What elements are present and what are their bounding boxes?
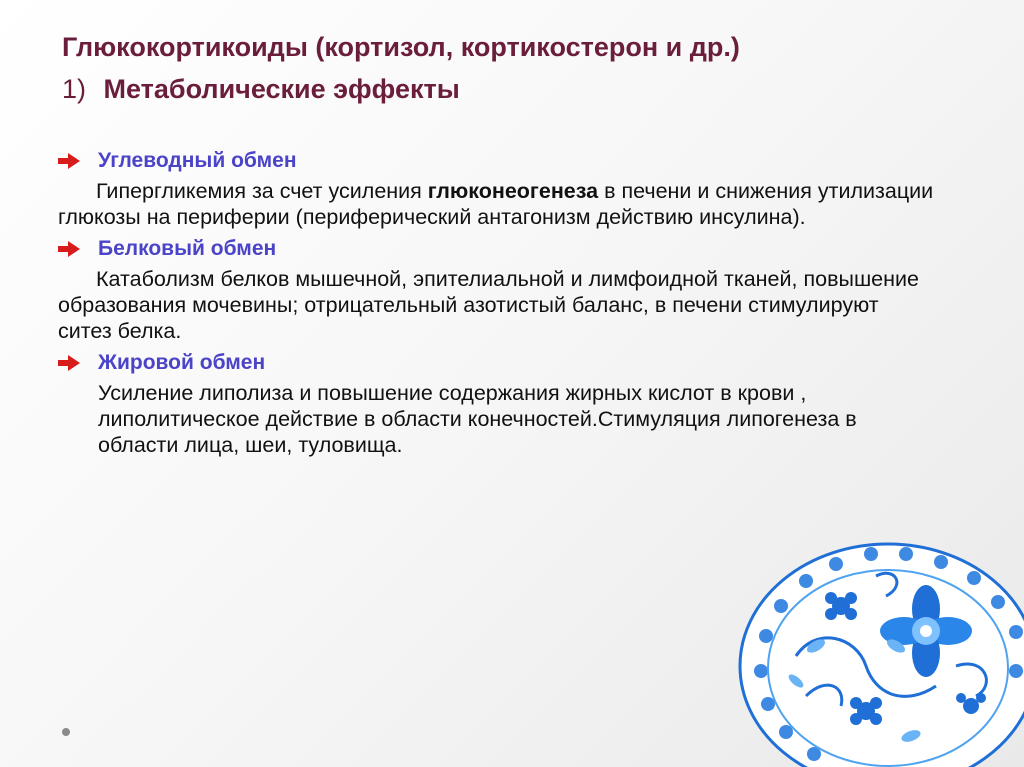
section-protein [58,234,938,344]
subtitle-text: Метаболические эффекты [103,74,460,104]
floral-ornament-icon [736,536,1024,767]
bold-term: глюконеогенеза [427,179,599,203]
section-fat [58,348,938,458]
subtitle-number: 1) [62,74,87,104]
section-carbohydrate [58,146,938,230]
text-part: в печени и снижения утилизации глюкозы на периферии (периферический антагонизм действию инсулина). [58,179,934,229]
text-part: Катаболизм белков мышечной, эпителиальной и лимфоидной тканей, повышение образования мочевины; отрицательный азотистый баланс, в печени стимулируют ситез белка. [58,267,919,343]
dot-icon [62,728,70,736]
section-heading: Белковый обмен [98,237,277,260]
arrow-right-icon [58,355,80,371]
bullet-row [58,146,938,176]
section-text [58,178,938,230]
section-text: Усиление липолиза и повышение содержания жирных кислот в крови , липолитическое действие в области конечностей.Стимуляция липогенеза в области лица, шеи, туловища. [98,381,857,457]
arrow-right-icon [58,153,80,169]
section-text [58,266,938,344]
arrow-right-icon [58,241,80,257]
text-part: Гипергликемия за счет усиления [96,179,428,203]
slide-title: Глюкокортикоиды (кортизол, кортикостерон и др.) [62,32,740,62]
section-heading: Жировой обмен [98,351,266,374]
bullet-row [58,348,938,378]
bullet-row [58,234,938,264]
content [58,146,938,462]
section-heading: Углеводный обмен [98,149,297,172]
slide-subtitle [62,72,460,106]
